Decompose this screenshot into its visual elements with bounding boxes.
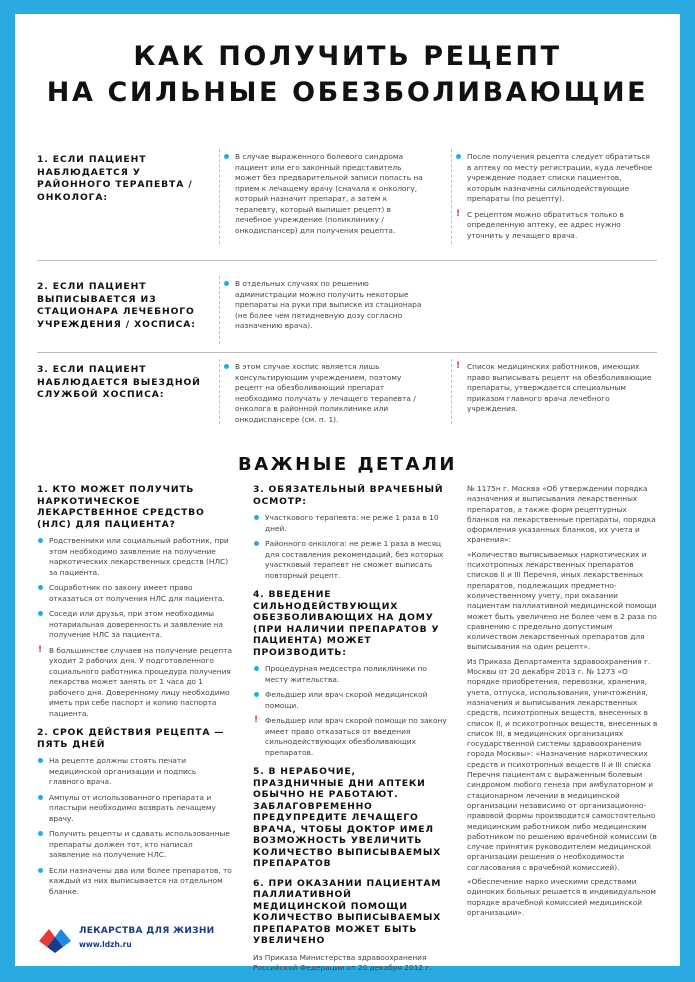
logo-url: www.ldzh.ru: [79, 940, 132, 949]
detail-block: [253, 484, 449, 581]
bullet-dot-icon: [38, 585, 43, 590]
bullet-dot-icon: [254, 666, 259, 671]
detail-item: [37, 583, 233, 604]
bullet-dot-icon: [254, 692, 259, 697]
detail-paragraph: Из Приказа Департамента здравоохранения г. Москвы от 20 декабря 2013 г. № 1273 «О порядке приобретения, перевозки, хранения, учета, отпуска, использования, уничтожения, назначения и выписывания лекарственных средств, психотропных веществ, внесенных в список II, и психотропных веществ, внесенных в список III, в медицинских организациях государственной системы здравоохранения города Москвы»: «Назначение наркотических средств и психотропных веществ II и III списка Перечня пациентам с выраженным болевым синдромом любого генеза при амбулаторном и стационарном лечении в медицинской организации независимо от организационно-правовой формы производится самостоятельно медицинским работником либо медицинским работником по решению врачебной комиссии (в случае принятия руководителем медицинской организации решения о необходимости согласования с врачебной комиссией).: [467, 656, 658, 872]
item-text: Районного онколога: не реже 1 раза в месяц для составления рекомендаций, без которых участковый терапевт не сможет выписать повторный рецепт.: [265, 539, 444, 580]
detail-item: [253, 513, 449, 534]
section-heading: 3. ЕСЛИ ПАЦИЕНТ НАБЛЮДАЕТСЯ ВЫЕЗДНОЙ СЛУЖБОЙ ХОСПИСА:: [37, 364, 201, 400]
divider-dashed: [219, 359, 220, 424]
divider-dashed: [219, 276, 220, 344]
item-text: Соцработник по закону имеет право отказаться от получения НЛС для пациента.: [49, 583, 225, 603]
item-text: В этом случае хоспис является лишь консультирующим учреждением, поэтому рецепт на обезболивающий препарат необходимо получать у лечащего терапевта / онколога в районной поликлинике или онкодиспансере (см. п. 1).: [235, 362, 416, 424]
item-text: Ампулы от использованного препарата и пластыри необходимо возврать лечащему врачу.: [49, 792, 216, 823]
warning-icon: !: [38, 644, 43, 655]
bullet-dot-icon: [456, 154, 461, 159]
divider-dashed: [219, 149, 220, 244]
detail-item: [37, 609, 233, 641]
detail-item: [37, 866, 233, 898]
section-col-3: [455, 362, 655, 420]
details-middle-column: [253, 484, 449, 982]
logo-icon: [39, 923, 73, 953]
bullet-dot-icon: [38, 611, 43, 616]
detail-paragraph: № 1175н г. Москва «Об утверждении порядка назначения и выписывания лекарственных препаратов, а также форм рецептурных бланков на лекарственные препараты, порядка оформления указанных бланков, их учета и хранения»:: [467, 484, 656, 545]
detail-heading: 6. ПРИ ОКАЗАНИИ ПАЦИЕНТАМ ПАЛЛИАТИВНОЙ МЕДИЦИНСКОЙ ПОМОЩИ КОЛИЧЕСТВО ВЫПИСЫВАЕМЫХ ПРЕПАРАТОВ МОЖЕТ БЫТЬ УВЕЛИЧЕНО: [253, 877, 442, 946]
page-title-line2: НА СИЛЬНЫЕ ОБЕЗБОЛИВАЮЩИЕ: [46, 77, 649, 108]
poster-sheet: [15, 14, 680, 972]
detail-item: [37, 536, 233, 578]
detail-block: [253, 766, 449, 870]
bullet-dot-icon: [38, 795, 43, 800]
section-item: [223, 152, 428, 236]
item-text: Из Приказа Министерства здравоохранения Российской Федерации от 20 декабря 2012 г.: [253, 952, 432, 972]
detail-heading: 3. ОБЯЗАТЕЛЬНЫЙ ВРАЧЕБНЫЙ ОСМОТР:: [253, 484, 444, 507]
logo-name: ЛЕКАРСТВА ДЛЯ ЖИЗНИ: [79, 926, 215, 936]
divider-dashed: [451, 149, 452, 244]
section-item: [455, 210, 655, 242]
detail-heading: 2. СРОК ДЕЙСТВИЯ РЕЦЕПТА — ПЯТЬ ДНЕЙ: [37, 727, 225, 750]
warning-icon: !: [456, 208, 461, 219]
detail-block: [253, 878, 449, 974]
detail-item: [253, 953, 449, 974]
detail-item: [253, 539, 449, 581]
section-divider: [37, 352, 657, 353]
detail-block: [37, 727, 233, 897]
section-item: [455, 362, 655, 415]
detail-item: [253, 716, 449, 758]
bullet-dot-icon: [224, 281, 229, 286]
detail-block: [253, 589, 449, 758]
item-text: Родственники или социальный работник, при этом необходимо заявление на получение наркотических лекарственных средств (НЛС) за пациента.: [49, 536, 229, 577]
detail-heading: 4. ВВЕДЕНИЕ СИЛЬНОДЕЙСТВУЮЩИХ ОБЕЗБОЛИВАЮЩИХ НА ДОМУ (ПРИ НАЛИЧИИ ПРЕПАРАТОВ У ПАЦИЕНТА) МОЖЕТ ПРОИЗВОДИТЬ:: [253, 589, 440, 658]
section-col-3: [455, 152, 655, 246]
section-item: [223, 362, 428, 425]
item-text: Соседи или друзья, при этом необходимы нотариальная доверенность и заявление на получение НЛС за пациента.: [49, 609, 224, 639]
logo: [39, 923, 239, 959]
item-text: Процедурная медсестра поликлиники по месту жительства.: [265, 664, 427, 684]
detail-item: [37, 756, 233, 788]
item-text: В большинстве случаев на получение рецепта уходит 2 рабочих дня. У подготовленного социального работника процедура получения лекарства может занять от 1 часа до 1 рабочего дня. Доверенному лицу необходимо иметь при себе паспорт и копию паспорта пациента.: [49, 645, 232, 718]
bullet-dot-icon: [224, 154, 229, 159]
bullet-dot-icon: [38, 538, 43, 543]
item-text: Если назначены два или более препаратов, то каждый из них выписывается на отдельном бланке.: [49, 865, 232, 896]
detail-item: [37, 829, 233, 861]
detail-item: [37, 646, 233, 720]
section-item: [223, 279, 428, 332]
page-title-line1: КАК ПОЛУЧИТЬ РЕЦЕПТ: [133, 41, 562, 72]
detail-item: [253, 664, 449, 685]
item-text: Участкового терапевта: не реже 1 раза в 10 дней.: [265, 513, 439, 533]
detail-item: [253, 690, 449, 711]
bullet-dot-icon: [38, 868, 43, 873]
details-title: ВАЖНЫЕ ДЕТАЛИ: [237, 454, 457, 475]
section-divider: [37, 260, 657, 261]
details-right-column: [467, 484, 659, 922]
item-text: С рецептом можно обратиться только в определенную аптеку, ее адрес нужно уточнить у лечащего врача.: [467, 209, 624, 240]
detail-heading: 1. КТО МОЖЕТ ПОЛУЧИТЬ НАРКОТИЧЕСКОЕ ЛЕКАРСТВЕННОЕ СРЕДСТВО (НЛС) ДЛЯ ПАЦИЕНТА?: [37, 484, 205, 530]
item-text: В отдельных случаях по решению администрации можно получить некоторые препараты на руки при выписке из стационара (не более чем пятидневную дозу согласно назначению врача).: [235, 279, 422, 330]
section-col-2: [223, 362, 428, 430]
detail-heading: 5. В НЕРАБОЧИЕ, ПРАЗДНИЧНЫЕ ДНИ АПТЕКИ ОБЫЧНО НЕ РАБОТАЮТ. ЗАБЛАГОВРЕМЕННО ПРЕДУПРЕДИТЕ ЛЕЧАЩЕГО ВРАЧА, ЧТОБЫ ДОКТОР ИМЕЛ ВОЗМОЖНОСТЬ УВЕЛИЧИТЬ КОЛИЧЕСТВО ВЫПИСЫВАЕМЫХ ПРЕПАРАТОВ: [253, 766, 442, 869]
detail-paragraph: «Количество выписываемых наркотических и психотропных лекарственных препаратов списков II и III Перечня, иных лекарственных препаратов, подлежащих предметно-количественному учету, при оказании пациентам паллиативной медицинской помощи может быть увеличено не более чем в 2 раза по сравнению с предельно допустимым количеством лекарственных препаратов для выписывания на один рецепт».: [467, 549, 657, 652]
detail-paragraph: «Обеспечение нарко ическими средствами одиноких больных решается в индивидуальном порядке врачебной комиссией медицинской организации».: [467, 876, 657, 917]
item-text: Фельдшер или врач скорой медицинской помощи.: [265, 690, 428, 710]
item-text: В случае выраженного болевого синдрома пациент или его законный представитель может без предварительной записи попасть на прием к лечащему врачу (сначала к онкологу, который назначит препарат, а затем к терапевту, который выпишет рецепт) в лечебное учреждение (поликлинику / онкодиспансер) для получения рецепта.: [235, 152, 423, 235]
section-heading: 2. ЕСЛИ ПАЦИЕНТ ВЫПИСЫВАЕТСЯ ИЗ СТАЦИОНАРА ЛЕЧЕБНОГО УЧРЕЖДЕНИЯ / ХОСПИСА:: [37, 281, 196, 330]
section-col-2: [223, 152, 428, 241]
item-text: На рецепте должны стоять печати медицинской организации и подпись главного врача.: [49, 756, 197, 786]
bullet-dot-icon: [254, 515, 259, 520]
details-left-column: [37, 484, 233, 905]
bullet-dot-icon: [38, 758, 43, 763]
detail-block: [37, 484, 233, 719]
item-text: Список медицинских работников, имеющих право выписывать рецепт на обезболивающие препараты, утверждается специальным приказом главного врача лечебного учреждения.: [467, 362, 652, 413]
warning-icon: !: [456, 361, 461, 371]
section-heading: 1. ЕСЛИ ПАЦИЕНТ НАБЛЮДАЕТСЯ У РАЙОННОГО ТЕРАПЕВТА / ОНКОЛОГА:: [37, 154, 193, 203]
section-item: [455, 152, 655, 205]
detail-item: [37, 793, 233, 825]
item-text: Получить рецепты и сдавать использованные препараты должен тот, кто написал заявление на получение НЛС.: [49, 829, 230, 859]
bullet-dot-icon: [254, 541, 259, 546]
item-text: Фельдшер или врач скорой помощи по закону имеет право отказаться от введения сильнодействующих обезболивающих препаратов.: [265, 716, 447, 757]
section-col-2: [223, 279, 428, 337]
bullet-dot-icon: [224, 364, 229, 369]
bullet-dot-icon: [38, 831, 43, 836]
divider-dashed: [451, 359, 452, 424]
item-text: После получения рецепта следует обратиться в аптеку по месту регистрации, куда лечебное учреждение подает списки пациентов, которым назначены сильнодействующие препараты (по рецепту).: [467, 152, 653, 203]
warning-icon: !: [254, 715, 259, 725]
